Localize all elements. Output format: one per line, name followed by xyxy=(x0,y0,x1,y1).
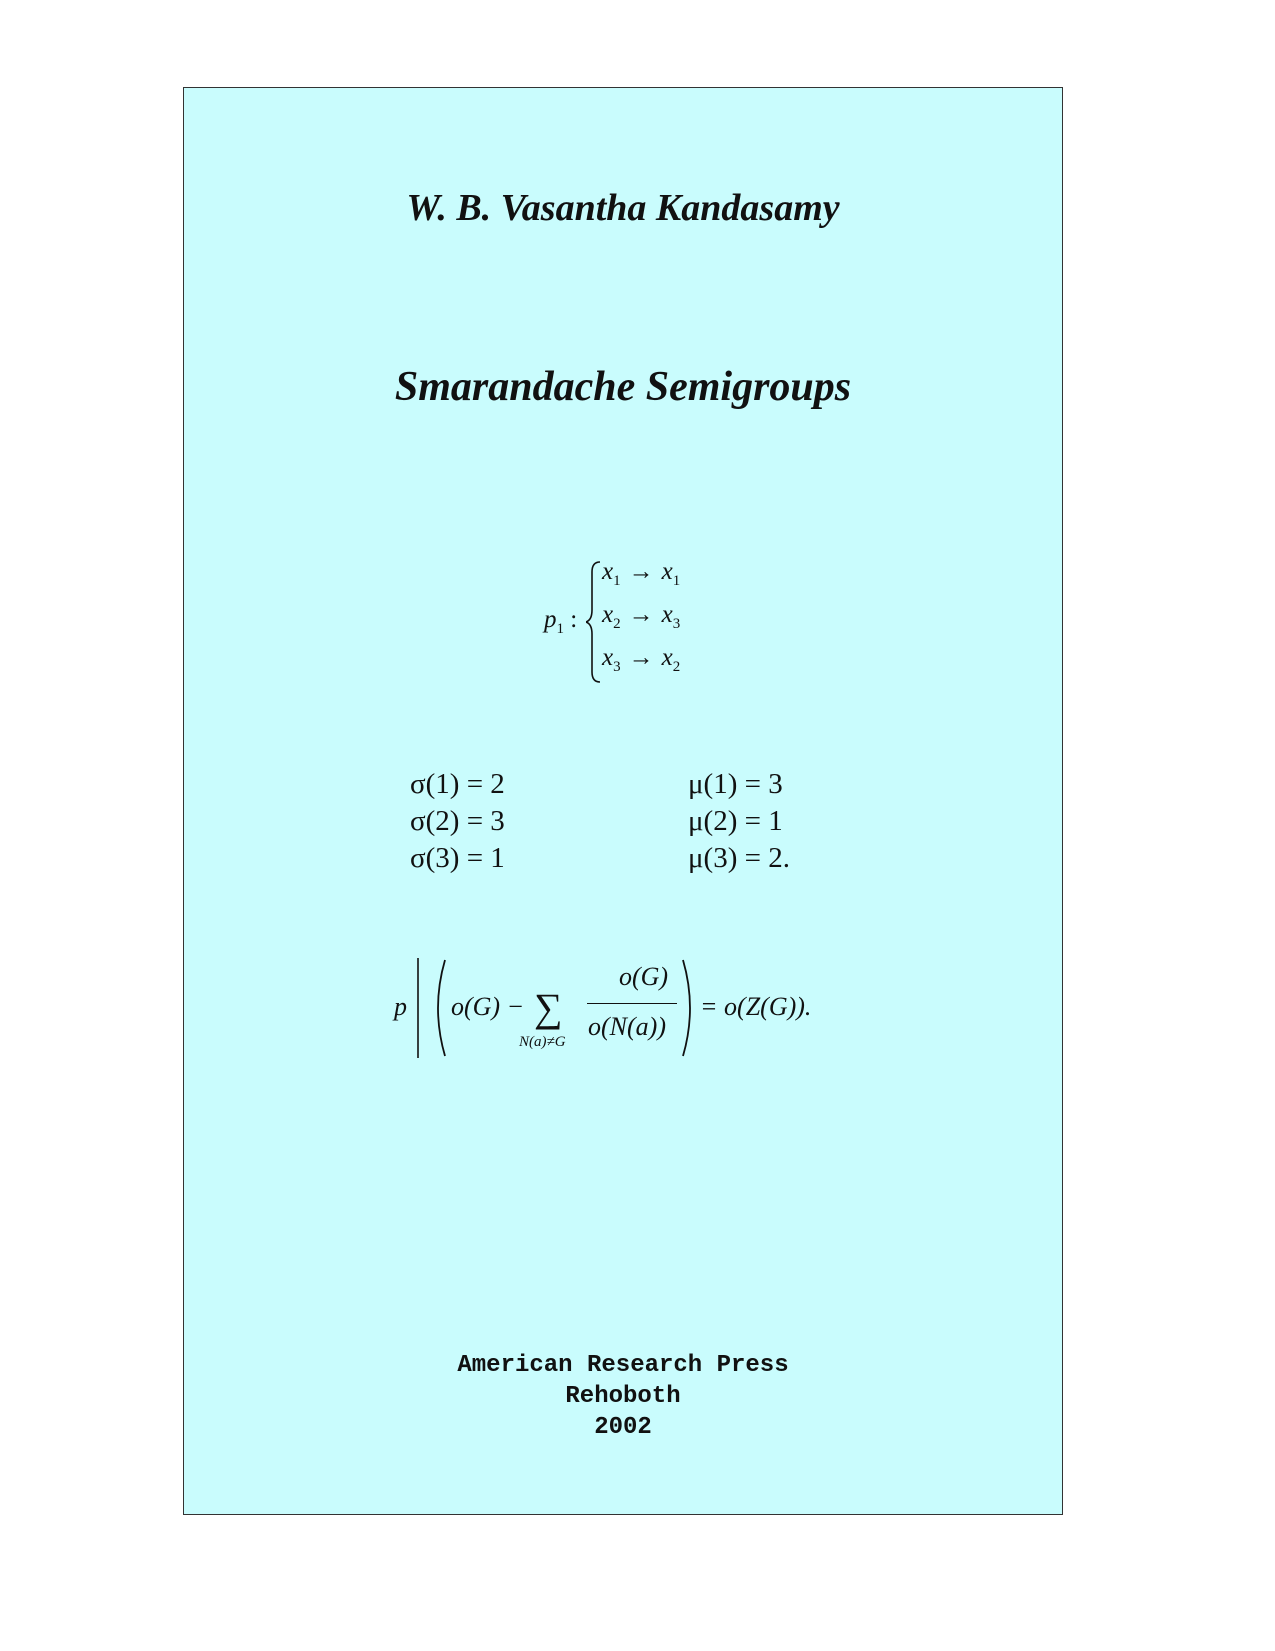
permutation-row: $x_3 \to x_2$ xyxy=(602,644,681,675)
sum-subscript: N(a)≠G xyxy=(519,1034,566,1050)
mu-line: μ(2) = 1 xyxy=(688,805,783,837)
permutation-formula xyxy=(544,558,744,688)
right-paren xyxy=(681,958,699,1058)
left-paren xyxy=(429,958,447,1058)
book-title: Smarandache Semigroups xyxy=(394,364,852,410)
sigma-line: σ(3) = 1 xyxy=(410,842,505,874)
mu-values xyxy=(688,766,790,877)
publisher-block xyxy=(184,1350,1062,1443)
sigma-line: σ(1) = 2 xyxy=(410,768,505,800)
publisher-city: Rehoboth xyxy=(565,1383,681,1410)
divisor-p: p xyxy=(394,992,407,1021)
author-name: W. B. Vasantha Kandasamy xyxy=(406,187,840,229)
mu-line: μ(3) = 2. xyxy=(688,842,790,874)
fraction-denominator: o(N(a)) xyxy=(588,1012,666,1041)
divides-bar xyxy=(415,958,421,1058)
order-term: o(G) − xyxy=(451,992,525,1021)
fraction-numerator: o(G) xyxy=(619,962,669,991)
permutation-row: $x_2 \to x_3$ xyxy=(602,601,681,632)
publisher-name: American Research Press xyxy=(457,1352,789,1379)
sigma-values xyxy=(410,766,505,877)
sigma-line: σ(2) = 3 xyxy=(410,805,505,837)
equation-rhs: = o(Z(G)). xyxy=(700,992,812,1021)
book-cover xyxy=(183,87,1063,1515)
class-equation xyxy=(394,948,854,1058)
permutation-name: $p_1$ : xyxy=(544,606,578,637)
fraction-bar xyxy=(587,1003,677,1004)
permutation-row: $x_1 \to x_1$ xyxy=(602,558,681,589)
left-brace xyxy=(586,558,602,686)
mu-line: μ(1) = 3 xyxy=(688,768,783,800)
publication-year: 2002 xyxy=(594,1414,652,1441)
sum-symbol: ∑ xyxy=(534,985,563,1030)
